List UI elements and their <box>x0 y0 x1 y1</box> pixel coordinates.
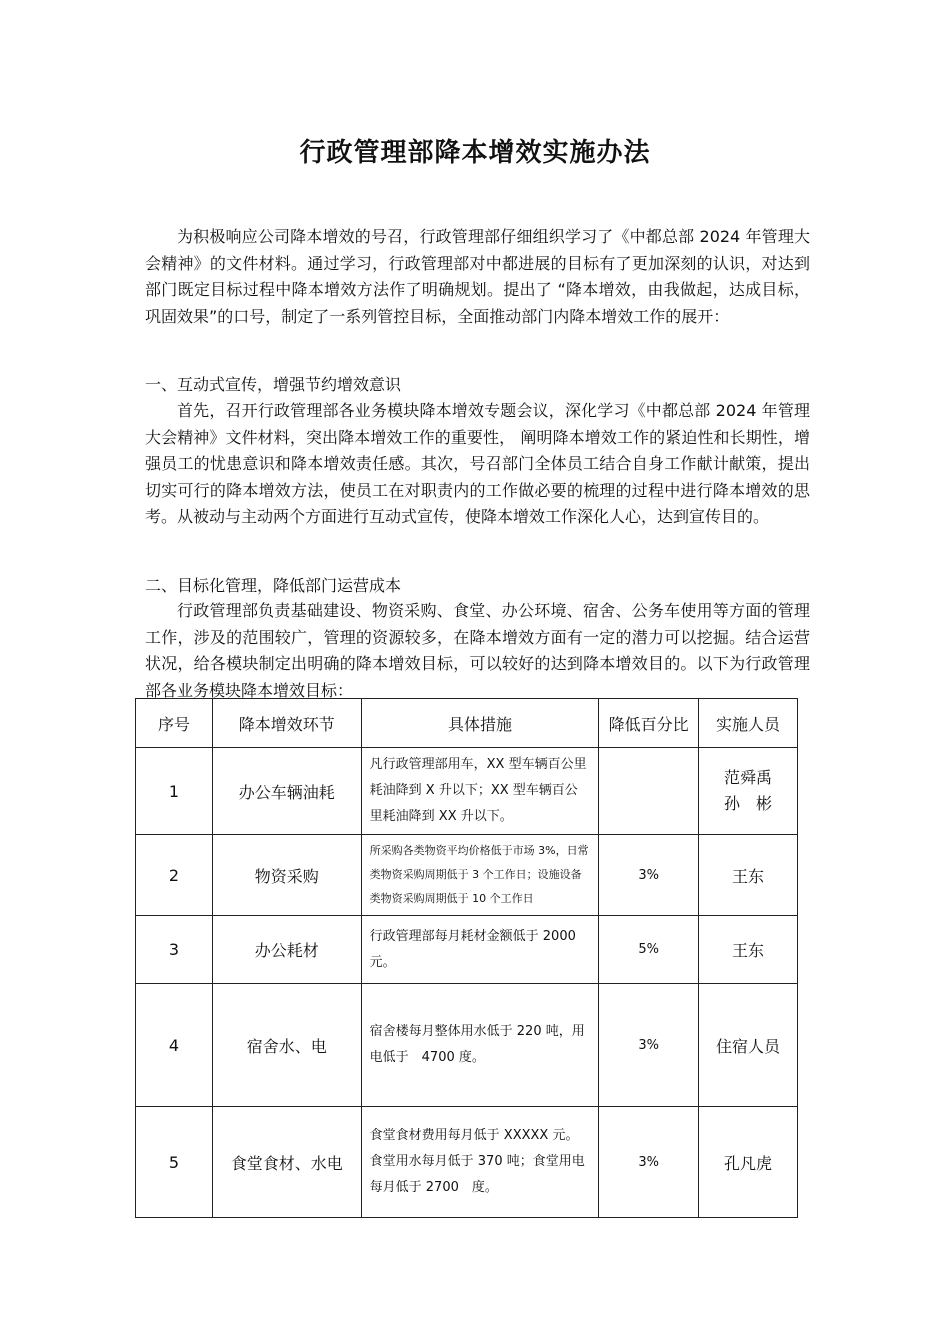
person-name: 范舜禹 <box>724 768 773 787</box>
table-row <box>136 984 798 1107</box>
row-percent: 3% <box>599 835 699 916</box>
row-item: 办公耗材 <box>212 916 361 984</box>
section1-heading: 一、互动式宣传，增强节约增效意识 <box>145 375 402 394</box>
person-name: 孙 彬 <box>724 794 773 813</box>
row-measure: 凡行政管理部用车，XX 型车辆百公里耗油降到 X 升以下；XX 型车辆百公里耗油降到 XX 升以下。 <box>361 748 599 835</box>
row-person: 王东 <box>699 916 798 984</box>
row-percent: 3% <box>599 1107 699 1218</box>
row-measure: 宿舍楼每月整体用水低于 220 吨，用电低于 4700 度。 <box>361 984 599 1107</box>
header-percent: 降低百分比 <box>599 699 699 748</box>
row-percent: 5% <box>599 916 699 984</box>
row-item: 宿舍水、电 <box>212 984 361 1107</box>
row-person: 住宿人员 <box>699 984 798 1107</box>
row-measure: 所采购各类物资平均价格低于市场 3%，日常类物资采购周期低于 3 个工作日；设施设备类物资采购周期低于 10 个工作日 <box>361 835 599 916</box>
row-no: 1 <box>136 748 213 835</box>
table-row <box>136 916 798 984</box>
row-person: 孔凡虎 <box>699 1107 798 1218</box>
table-header-row <box>136 699 798 748</box>
intro-paragraph: 为积极响应公司降本增效的号召，行政管理部仔细组织学习了《中都总部 2024 年管理大会精神》的文件材料。通过学习，行政管理部对中都进展的目标有了更加深刻的认识，对达到部门既定目标过程中降本增效方法作了明确规划。提出了 “降本增效，由我做起，达成目标，巩固效果”的口号，制定了一系列管控目标，全面推动部门内降本增效工作的展开： <box>145 227 810 326</box>
row-no: 4 <box>136 984 213 1107</box>
header-no: 序号 <box>136 699 213 748</box>
header-measure: 具体措施 <box>361 699 599 748</box>
table-row <box>136 835 798 916</box>
table-row <box>136 1107 798 1218</box>
section1-body: 首先，召开行政管理部各业务模块降本增效专题会议，深化学习《中都总部 2024 年管理大会精神》文件材料，突出降本增效工作的重要性， 阐明降本增效工作的紧迫性和长期性，增强员工的忧患意识和降本增效责任感。其次，号召部门全体员工结合自身工作献计献策，提出切实可行的降本增效方法，使员工在对职责内的工作做必要的梳理的过程中进行降本增效的思考。从被动与主动两个方面进行互动式宣传，使降本增效工作深化人心，达到宣传目的。 <box>145 401 810 526</box>
row-no: 5 <box>136 1107 213 1218</box>
table-row <box>136 748 798 835</box>
document-title: 行政管理部降本增效实施办法 <box>299 138 651 168</box>
row-person <box>699 748 798 835</box>
section2-heading: 二、目标化管理，降低部门运营成本 <box>145 576 402 595</box>
row-person: 王东 <box>699 835 798 916</box>
row-measure: 食堂食材费用每月低于 XXXXX 元。食堂用水每月低于 370 吨；食堂用电每月低于 2700 度。 <box>361 1107 599 1218</box>
row-no: 3 <box>136 916 213 984</box>
section2-body: 行政管理部负责基础建设、物资采购、食堂、办公环境、宿舍、公务车使用等方面的管理工作，涉及的范围较广，管理的资源较多，在降本增效方面有一定的潜力可以挖掘。结合运营状况，给各模块制定出明确的降本增效目标，可以较好的达到降本增效目的。以下为行政管理部各业务模块降本增效目标： <box>145 601 810 700</box>
row-item: 物资采购 <box>212 835 361 916</box>
row-item: 食堂食材、水电 <box>212 1107 361 1218</box>
targets-table <box>135 698 798 1218</box>
row-percent <box>599 748 699 835</box>
header-person: 实施人员 <box>699 699 798 748</box>
row-item: 办公车辆油耗 <box>212 748 361 835</box>
row-measure: 行政管理部每月耗材金额低于 2000 元。 <box>361 916 599 984</box>
header-item: 降本增效环节 <box>212 699 361 748</box>
row-no: 2 <box>136 835 213 916</box>
row-percent: 3% <box>599 984 699 1107</box>
